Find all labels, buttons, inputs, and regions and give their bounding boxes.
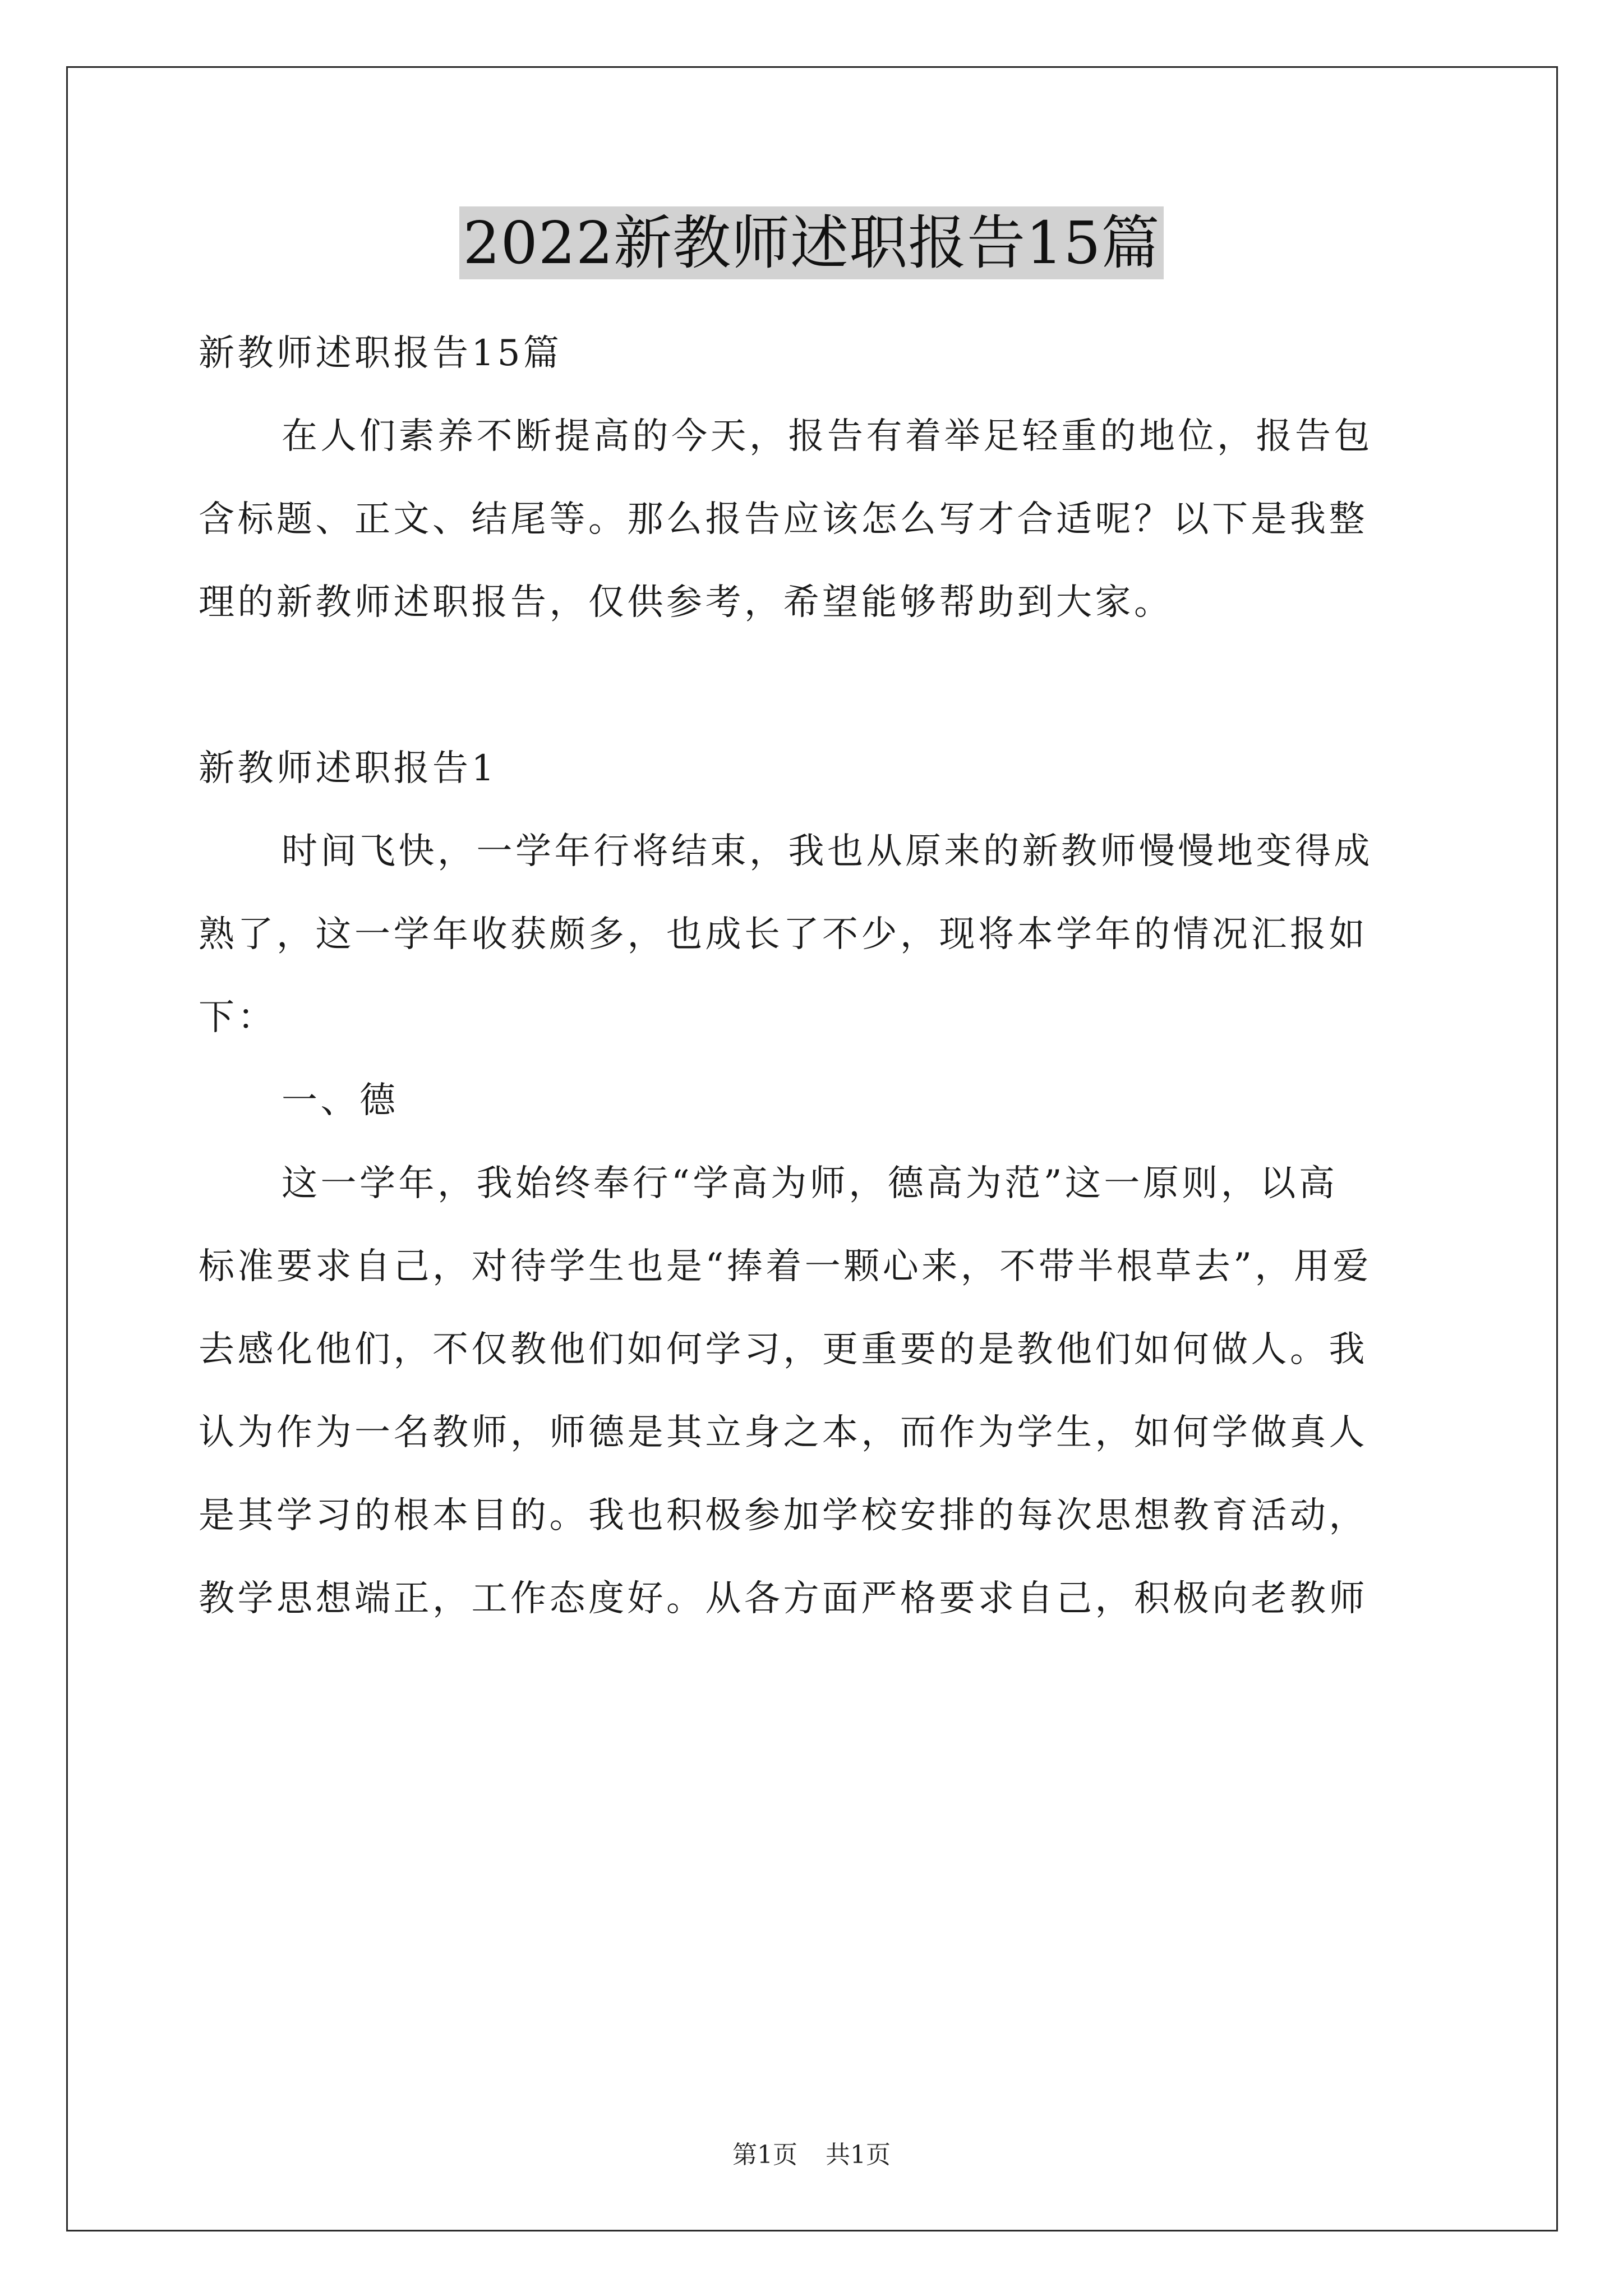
paragraph-line: 是其学习的根本目的。我也积极参加学校安排的每次思想教育活动， [199, 1495, 1368, 1536]
page-number-current: 第1页 [732, 2141, 797, 2169]
section-heading: 新教师述职报告1 [199, 748, 497, 789]
paragraph-line: 下： [199, 997, 276, 1038]
page-number-total: 共1页 [826, 2141, 891, 2169]
intro-line: 含标题、正文、结尾等。那么报告应该怎么写才合适呢？以下是我整 [199, 499, 1368, 540]
paragraph-line: 时间飞快，一学年行将结束，我也从原来的新教师慢慢地变得成 [282, 831, 1373, 872]
paragraph-line: 熟了，这一学年收获颇多，也成长了不少，现将本学年的情况汇报如 [199, 914, 1368, 955]
subheading: 一、德 [282, 1080, 399, 1121]
paragraph-line: 标准要求自己，对待学生也是“捧着一颗心来，不带半根草去”，用爱 [199, 1246, 1372, 1287]
intro-line: 理的新教师述职报告，仅供参考，希望能够帮助到大家。 [199, 582, 1173, 623]
page-footer [0, 2138, 1623, 2172]
title-container [0, 206, 1623, 279]
document-title: 2022新教师述职报告15篇 [459, 206, 1163, 279]
paragraph-line: 认为作为一名教师，师德是其立身之本，而作为学生，如何学做真人 [199, 1412, 1368, 1453]
document-body [199, 312, 1432, 1640]
paragraph-line: 去感化他们，不仅教他们如何学习，更重要的是教他们如何做人。我 [199, 1329, 1368, 1370]
paragraph-gap [199, 644, 1432, 727]
paragraph-line: 这一学年，我始终奉行“学高为师，德高为范”这一原则，以高 [282, 1163, 1338, 1204]
document-subtitle: 新教师述职报告15篇 [199, 333, 562, 374]
intro-line: 在人们素养不断提高的今天，报告有着举足轻重的地位，报告包 [282, 416, 1373, 457]
paragraph-line: 教学思想端正，工作态度好。从各方面严格要求自己，积极向老教师 [199, 1578, 1368, 1619]
